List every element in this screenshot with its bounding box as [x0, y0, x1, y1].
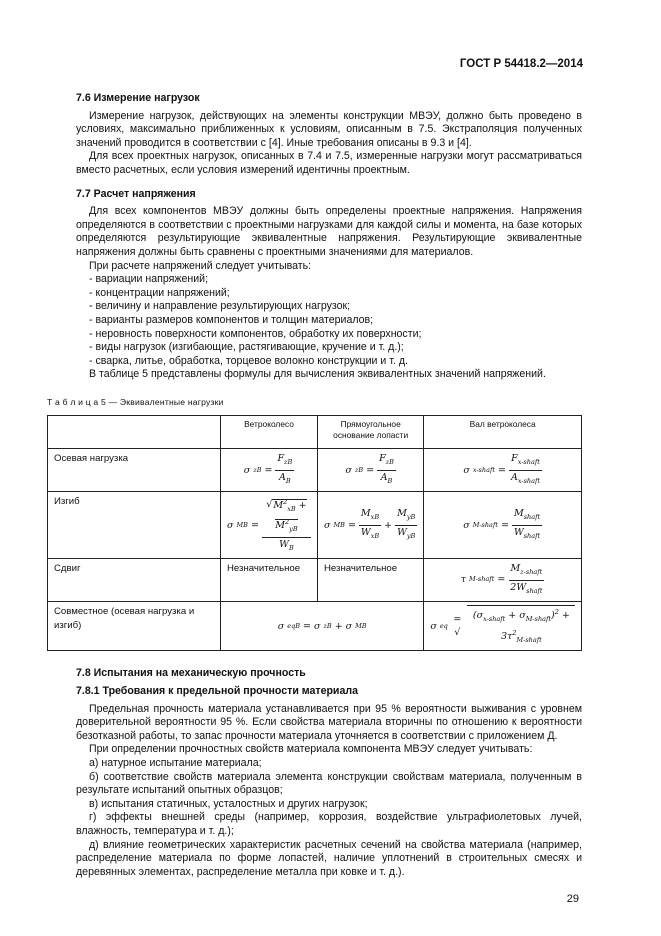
- list-item: - вариации напряжений;: [89, 273, 209, 286]
- table-row: [48, 449, 582, 492]
- table-cell: Незначительное: [221, 559, 318, 602]
- table-header-cell: Ветроколесо: [221, 416, 318, 449]
- list-item: - сварка, литье, обработка, торцевое волокно конструкции и т. д.: [89, 354, 408, 367]
- table-row: [48, 492, 582, 559]
- section-7-6-paragraph: Измерение нагрузок, действующих на элементы конструкции МВЭУ, должно быть проведено в условиях, максимально приближенных к условиям, описанным в 7.5. Экстраполяция полученных значений проводится в соответствии с [4]. Иные требования описаны в 9.3 и [4].: [76, 109, 582, 149]
- stress-factors-list: [76, 273, 582, 368]
- list-item: - концентрации напряжений;: [89, 286, 230, 299]
- section-7-7-paragraph: В таблице 5 представлены формулы для вычисления эквивалентных значений напряжений.: [89, 368, 546, 381]
- formula-bending-shaft: σ M-shaft = $\frac{M_{shaft}}{W_{shaft}}$: [463, 508, 541, 540]
- table-caption: Т а б л и ц а 5 — Эквивалентные нагрузки: [47, 396, 224, 407]
- section-7-8-1-title: 7.8.1 Требования к предельной прочности материала: [76, 685, 358, 698]
- section-7-7-paragraph: Для всех компонентов МВЭУ должны быть определены проектные напряжения. Напряжения определяются в соответствии с проектными нагрузками для каждой силы и момента, на базе которых определяются результирующие эквивалентные напряжения. Результирующие эквивалентные напряжения должны быть сравнены с проектными значениями для материалов.: [76, 205, 582, 258]
- table-header-cell: Вал ветроколеса: [424, 416, 582, 449]
- formula-cell: [424, 449, 582, 492]
- section-7-7-paragraph: При расчете напряжений следует учитывать:: [89, 259, 312, 272]
- formula-cell: [424, 602, 582, 651]
- section-7-7-title: 7.7 Расчет напряжения: [76, 187, 196, 200]
- list-item: г) эффекты внешней среды (например, коррозия, воздействие ультрафиолетовых лучей, влажность, температура и т. д.);: [76, 811, 582, 837]
- table-header-cell: [48, 416, 221, 449]
- list-item: - виды нагрузок (изгибающие, растягивающие, кручение и т. д.);: [89, 341, 404, 354]
- list-item: - неровность поверхности компонентов, обработку их поверхности;: [89, 327, 422, 340]
- formula-cell: [221, 602, 424, 651]
- formula-axial-shaft: σ x-shaft = $\frac{F_{x-shaft}}{A_{x-shaft}}$: [463, 453, 540, 485]
- formula-cell: [221, 492, 318, 559]
- section-7-6-title: 7.6 Измерение нагрузок: [76, 92, 200, 104]
- doc-code: ГОСТ Р 54418.2—2014: [459, 58, 583, 70]
- list-item: - величину и направление результирующих нагрузок;: [89, 300, 351, 313]
- table-row: [48, 602, 582, 651]
- table-row: [48, 559, 582, 602]
- page-content: [47, 92, 582, 879]
- formula-cell: [221, 449, 318, 492]
- section-7-8-paragraph: Предельная прочность материала устанавливается при 95 % вероятности выживания с уровнем доверительной вероятности 95 %. Если свойства материала вторичны по отношению к вероятности безотказной работы, то запас прочности материала уточняется в соответствии с приложением Д.: [76, 702, 582, 742]
- row-label: Осевая нагрузка: [48, 449, 221, 492]
- formula-bending-rotor: σ MB = $\frac{√M^2_{xB} + M^2_{yB}}{W_B}$: [227, 495, 311, 555]
- list-item: в) испытания статичных, усталостных и других нагрузок;: [89, 797, 368, 810]
- formula-cell: [318, 449, 424, 492]
- list-item: а) натурное испытание материала;: [89, 757, 262, 770]
- formula-combined-rotor: σ eqB = σ zB + σ MB: [277, 620, 367, 632]
- section-7-8-title: 7.8 Испытания на механическую прочность: [76, 667, 306, 680]
- table-header-cell: Прямоугольное основание лопасти: [318, 416, 424, 449]
- formula-combined-shaft: σ eq = √ $(\sigma_{x-shaft} + \sigma_{M-shaft})^2 + 3\tau^2_{M-shaft}$: [430, 605, 575, 647]
- formula-axial-blade-root: σ zB = $\frac{F_{zB}}{A_B}$: [345, 453, 394, 485]
- section-7-6-paragraph: Для всех проектных нагрузок, описанных в 7.4 и 7.5, измеренные нагрузки могут рассматриваться вместо расчетных, если условия измерений идентичны проектным.: [76, 150, 582, 176]
- formula-cell: [318, 492, 424, 559]
- row-label: Сдвиг: [48, 559, 221, 602]
- row-label: Совместное (осевая нагрузка и изгиб): [48, 602, 221, 651]
- formula-cell: [424, 492, 582, 559]
- equivalent-loads-table: [47, 415, 582, 651]
- section-7-8-paragraph: При определении прочностных свойств материала компонента МВЭУ следует учитывать:: [89, 743, 533, 756]
- row-label: Изгиб: [48, 492, 221, 559]
- list-item: д) влияние геометрических характеристик расчетных сечений на свойства материала (например, распределение материала по форме лопастей, наличие уплотнений в строительных смесях и деревянных элементах, распределение металла при ковке и т. д.).: [76, 838, 582, 878]
- page-number: 29: [566, 893, 579, 905]
- formula-axial-rotor: σ zB = $\frac{F_{zB}}{A_B}$: [243, 453, 293, 485]
- list-item: б) соответствие свойств материала элемента конструкции свойствам материала, полученным в результате испытаний опытных образцов;: [76, 770, 582, 797]
- formula-bending-blade-root: σ MB = $\frac{M_{xB}}{W_{xB}}$ + $\frac{M_{yB}}{W_{yB}}$: [324, 508, 416, 540]
- formula-shear-shaft: τ M-shaft = $\frac{M_{z-shaft}}{2W_{shaft}}$: [460, 563, 543, 595]
- formula-cell: [424, 559, 582, 602]
- table-header-row: [48, 416, 582, 449]
- table-cell: Незначительное: [318, 559, 424, 602]
- list-item: - варианты размеров компонентов и толщин материалов;: [89, 313, 374, 326]
